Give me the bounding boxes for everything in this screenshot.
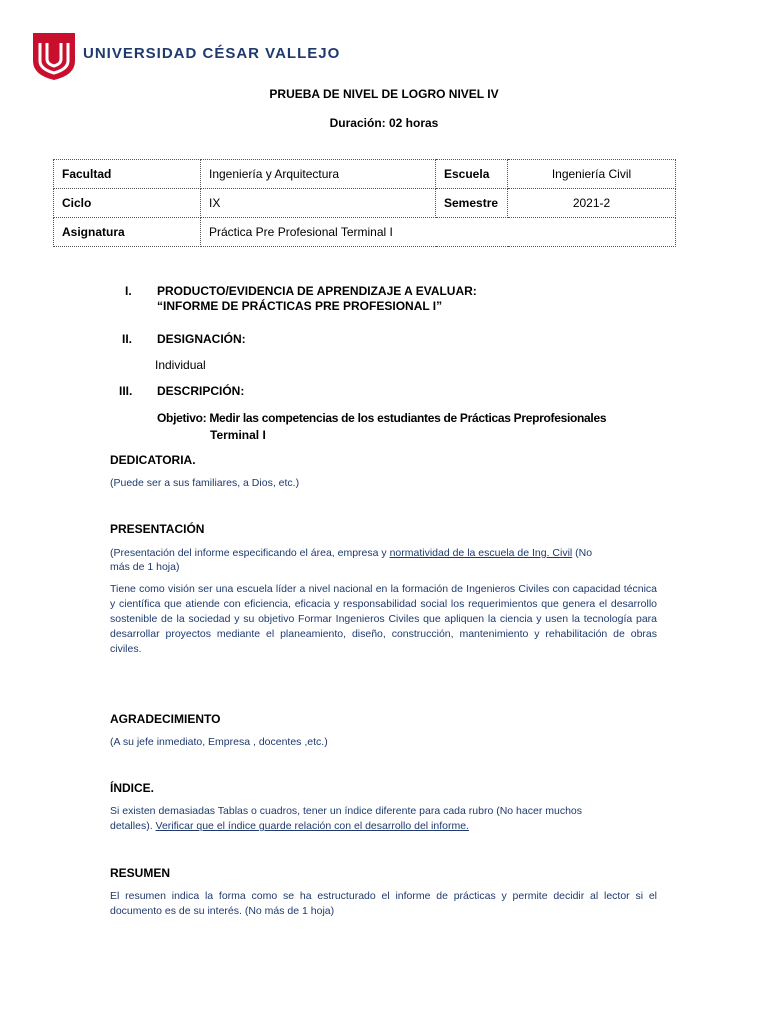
indice-note-cont (110, 819, 469, 834)
table-row (54, 218, 676, 247)
table-cell: Facultad (54, 160, 201, 189)
section-3-number: III. (119, 384, 133, 398)
table-cell: IX (201, 189, 436, 218)
presentacion-note-cont: más de 1 hoja) (110, 561, 180, 573)
agradecimiento-note: (A su jefe inmediato, Empresa , docentes ,etc.) (110, 736, 328, 748)
indice-verify-link[interactable]: Verificar que el índice guarde relación con el desarrollo del informe. (155, 820, 469, 832)
resumen-heading: RESUMEN (110, 866, 171, 880)
section-3-objective-cont: Terminal I (210, 428, 266, 442)
table-row (54, 160, 676, 189)
normatividad-link[interactable]: normatividad de la escuela de Ing. Civil (389, 547, 573, 559)
section-1-subtitle: “INFORME DE PRÁCTICAS PRE PROFESIONAL I” (157, 299, 443, 313)
agradecimiento-heading: AGRADECIMIENTO (110, 712, 221, 726)
table-row (54, 189, 676, 218)
indice-note: Si existen demasiadas Tablas o cuadros, tener un índice diferente para cada rubro (No hacer muchos (110, 805, 582, 817)
presentacion-heading: PRESENTACIÓN (110, 522, 205, 536)
dedicatoria-heading: DEDICATORIA. (110, 453, 196, 467)
indice-heading: ÍNDICE. (110, 781, 155, 795)
exam-duration: Duración: 02 horas (329, 116, 439, 130)
table-cell: Ingeniería Civil (508, 160, 676, 189)
presentacion-note (110, 546, 660, 561)
resumen-note: El resumen indica la forma como se ha estructurado el informe de prácticas y permite decidir al lector si el documento es de su interés. (No más de 1 hoja) (110, 890, 657, 917)
presentacion-note-text: (Presentación del informe especificando el área, empresa y (110, 547, 390, 559)
section-2-title: DESIGNACIÓN: (157, 332, 246, 346)
dedicatoria-note: (Puede ser a sus familiares, a Dios, etc.) (110, 477, 300, 489)
table-cell: Escuela (436, 160, 508, 189)
section-3-title: DESCRIPCIÓN: (157, 384, 245, 398)
table-cell: Ciclo (54, 189, 201, 218)
section-3-objective: Objetivo: Medir las competencias de los estudiantes de Prácticas Preprofesionales (157, 411, 607, 425)
table-cell: Semestre (436, 189, 508, 218)
section-1-number: I. (125, 284, 132, 298)
table-cell: Ingeniería y Arquitectura (201, 160, 436, 189)
exam-title: PRUEBA DE NIVEL DE LOGRO NIVEL IV (269, 87, 499, 101)
section-1-title: PRODUCTO/EVIDENCIA DE APRENDIZAJE A EVALUAR: (157, 284, 477, 298)
presentacion-note-text-2: (No (572, 547, 593, 559)
university-name: UNIVERSIDAD CÉSAR VALLEJO (83, 45, 341, 62)
table-cell: 2021-2 (508, 189, 676, 218)
table-cell: Práctica Pre Profesional Terminal I (201, 218, 676, 247)
section-2-value: Individual (155, 358, 206, 372)
table-cell: Asignatura (54, 218, 201, 247)
info-table (53, 159, 676, 247)
university-logo-icon (31, 31, 77, 81)
section-2-number: II. (122, 332, 133, 346)
indice-note-text: detalles). (110, 820, 156, 832)
presentacion-body: Tiene como visión ser una escuela líder a nivel nacional en la formación de Ingenieros Civiles con capacidad técnica y científica que atiende con eficiencia, eficacia y responsabilidad social los requerimientos que genera el desarrollo sostenible de la sociedad y su objetivo Formar Ingenieros Civiles que apliquen la ciencia y usen la tecnología para desarrollar proyectos mediante el planeamiento, diseño, construcción, mantenimiento y rehabilitación de obras civiles. (110, 583, 657, 655)
